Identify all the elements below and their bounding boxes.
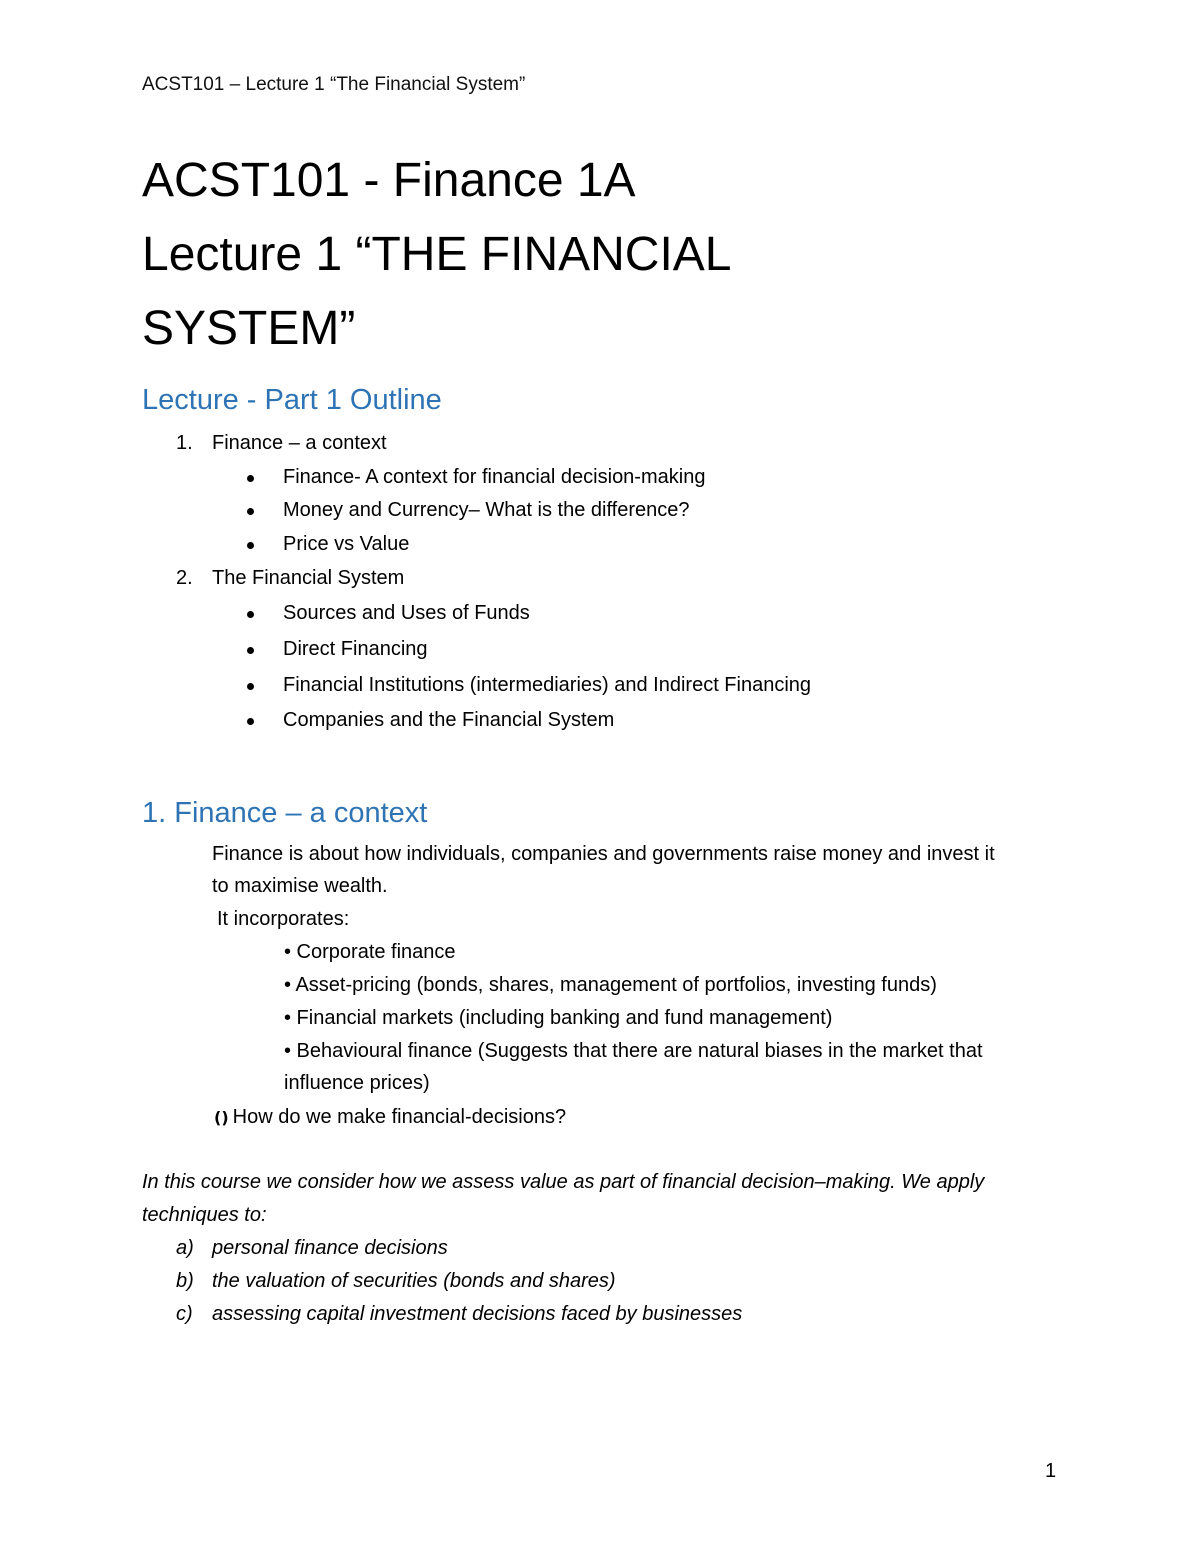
outline-bullet-text: Direct Financing [283, 638, 428, 660]
bullet-icon [247, 542, 254, 549]
outline-bullet-text: Price vs Value [283, 533, 410, 555]
section-1-paragraph-line-1: Finance is about how individuals, companies and governments raise money and invest it [212, 843, 995, 865]
title-line-3: SYSTEM” [142, 302, 356, 355]
outline-bullet-text: Financial Institutions (intermediaries) and Indirect Financing [283, 674, 812, 696]
course-paragraph-line-1: In this course we consider how we assess value as part of financial decision–making. We apply [142, 1171, 985, 1193]
outline-item-number: 2. [176, 567, 193, 589]
arrow-icon: () [214, 1108, 229, 1127]
bullet-icon [247, 647, 254, 654]
bullet-icon [247, 508, 254, 515]
title-line-1: ACST101 - Finance 1A [142, 154, 636, 207]
technique-marker: c) [176, 1303, 193, 1325]
title-line-2: Lecture 1 “THE FINANCIAL [142, 228, 732, 281]
outline-item-1 [176, 432, 387, 455]
technique-marker: b) [176, 1270, 194, 1292]
incorporates-point: • Behavioural finance (Suggests that there are natural biases in the market that [284, 1040, 983, 1062]
technique-text: personal finance decisions [212, 1237, 448, 1259]
outline-item-number: 1. [176, 432, 193, 454]
bullet-icon [247, 683, 254, 690]
outline-bullet-text: Companies and the Financial System [283, 709, 615, 731]
incorporates-label: It incorporates: [217, 908, 350, 930]
question-text: How do we make financial-decisions? [232, 1106, 567, 1128]
document-title [142, 144, 1102, 366]
bullet-icon [247, 611, 254, 618]
page-number: 1 [1045, 1460, 1057, 1482]
incorporates-point: • Corporate finance [284, 941, 456, 963]
outline-item-2 [176, 567, 404, 590]
technique-marker: a) [176, 1237, 194, 1259]
incorporates-point: • Asset-pricing (bonds, shares, management of portfolios, investing funds) [284, 974, 937, 996]
technique-text: the valuation of securities (bonds and shares) [212, 1270, 616, 1292]
course-paragraph-line-2: techniques to: [142, 1204, 267, 1226]
outline-bullet-text: Money and Currency– What is the difference? [283, 499, 690, 521]
outline-item-label: The Financial System [212, 567, 405, 589]
bullet-icon [247, 475, 254, 482]
section-1-heading: 1. Finance – a context [142, 797, 428, 829]
bullet-icon [247, 718, 254, 725]
outline-item-label: Finance – a context [212, 432, 387, 454]
outline-bullet-text: Sources and Uses of Funds [283, 602, 530, 624]
section-1-paragraph-line-2: to maximise wealth. [212, 875, 388, 897]
question-line [214, 1106, 566, 1129]
outline-heading: Lecture - Part 1 Outline [142, 384, 442, 416]
technique-text: assessing capital investment decisions faced by businesses [212, 1303, 743, 1325]
running-header: ACST101 – Lecture 1 “The Financial System” [142, 74, 526, 95]
incorporates-point-continuation: influence prices) [284, 1072, 430, 1094]
outline-bullet-text: Finance- A context for financial decision-making [283, 466, 706, 488]
incorporates-point: • Financial markets (including banking and fund management) [284, 1007, 833, 1029]
